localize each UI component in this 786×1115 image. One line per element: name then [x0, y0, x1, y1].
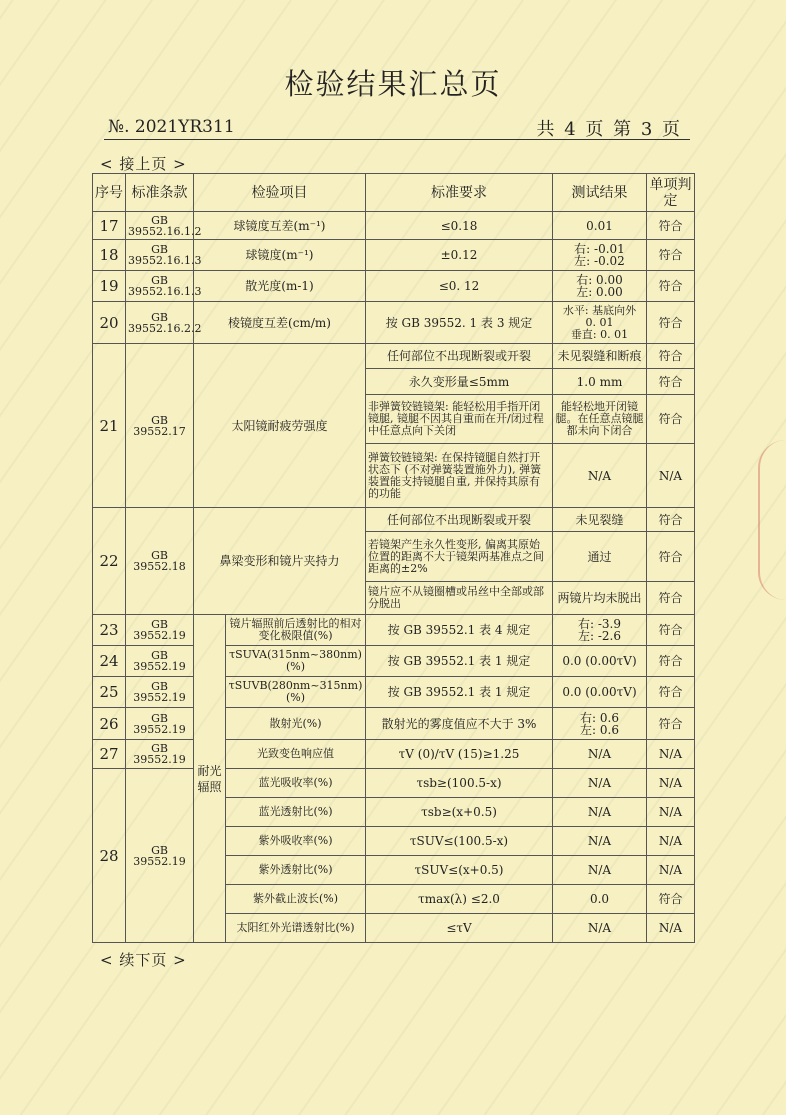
row-verdict: 符合 — [647, 885, 695, 914]
row-no: 23 — [93, 615, 126, 646]
group-label-light-irradiation: 耐光辐照 — [194, 615, 226, 943]
row-result: 两镜片均未脱出 — [553, 582, 647, 615]
row-result — [553, 615, 647, 646]
row-requirement: 按 GB 39552. 1 表 3 规定 — [366, 302, 553, 344]
row-item: 蓝光透射比(%) — [226, 798, 366, 827]
table-row — [93, 615, 695, 646]
row-clause: GB 39552.16.1.3 — [126, 271, 194, 302]
results-table — [92, 173, 695, 943]
row-verdict: 符合 — [647, 708, 695, 740]
row-no: 19 — [93, 271, 126, 302]
row-requirement: 按 GB 39552.1 表 1 规定 — [366, 677, 553, 708]
row-verdict: 符合 — [647, 302, 695, 344]
row-verdict: 符合 — [647, 532, 695, 582]
row-requirement: 弹簧铰链镜架: 在保持镜腿自然打开状态下 (不对弹簧装置施外力), 弹簧装置能支持镜腿自重, 并保持其原有的功能 — [366, 444, 553, 508]
continued-from-marker: < 接上页 > — [100, 155, 187, 173]
row-no: 20 — [93, 302, 126, 344]
row-verdict: 符合 — [647, 646, 695, 677]
table-row — [93, 708, 695, 740]
row-clause: GB 39552.19 — [126, 646, 194, 677]
row-requirement: 任何部位不出现断裂或开裂 — [366, 508, 553, 532]
row-verdict: N/A — [647, 856, 695, 885]
row-item: 紫外吸收率(%) — [226, 827, 366, 856]
page-title: 检验结果汇总页 — [284, 67, 502, 101]
row-verdict: N/A — [647, 827, 695, 856]
row-requirement: ≤0.18 — [366, 212, 553, 240]
row-requirement: τsb≥(x+0.5) — [366, 798, 553, 827]
row-clause: GB 39552.16.1.3 — [126, 240, 194, 271]
row-verdict: 符合 — [647, 582, 695, 615]
col-header-item: 检验项目 — [194, 174, 366, 212]
result-right: 右: -0.01 — [574, 242, 625, 256]
row-result: 0.01 — [553, 212, 647, 240]
table-row — [93, 240, 695, 271]
row-result: N/A — [553, 856, 647, 885]
row-no: 18 — [93, 240, 126, 271]
row-requirement: ±0.12 — [366, 240, 553, 271]
result-left: 左: 0.00 — [576, 285, 623, 299]
row-item: 鼻梁变形和镜片夹持力 — [194, 508, 366, 615]
result-left: 左: -2.6 — [578, 629, 621, 643]
row-no: 28 — [93, 769, 126, 943]
row-verdict: 符合 — [647, 395, 695, 444]
row-requirement: 散射光的雾度值应不大于 3% — [366, 708, 553, 740]
row-item: 棱镜度互差(cm/m) — [194, 302, 366, 344]
row-requirement: ≤0. 12 — [366, 271, 553, 302]
row-result: 通过 — [553, 532, 647, 582]
row-item: 球镜度(m⁻¹) — [194, 240, 366, 271]
row-no: 17 — [93, 212, 126, 240]
row-verdict: 符合 — [647, 212, 695, 240]
row-verdict: 符合 — [647, 677, 695, 708]
row-no: 22 — [93, 508, 126, 615]
row-clause: GB 39552.19 — [126, 769, 194, 943]
result-right: 右: -3.9 — [578, 617, 621, 631]
row-result: 0.0 — [553, 885, 647, 914]
result-left: 左: -0.02 — [574, 254, 625, 268]
row-verdict: N/A — [647, 798, 695, 827]
row-requirement: 任何部位不出现断裂或开裂 — [366, 344, 553, 369]
row-result: 能轻松地开闭镜腿。在任意点镜腿都未向下闭合 — [553, 395, 647, 444]
row-no: 26 — [93, 708, 126, 740]
table-row — [93, 271, 695, 302]
row-result: 未见裂缝和断痕 — [553, 344, 647, 369]
row-verdict: 符合 — [647, 508, 695, 532]
row-clause: GB 39552.19 — [126, 708, 194, 740]
row-item: τSUVB(280nm~315nm)(%) — [226, 677, 366, 708]
table-row — [93, 344, 695, 369]
row-item: 光致变色响应值 — [226, 740, 366, 769]
page-count: 共 4 页 第 3 页 — [536, 119, 682, 140]
row-item: 镜片辐照前后透射比的相对变化极限值(%) — [226, 615, 366, 646]
row-verdict: N/A — [647, 914, 695, 943]
row-requirement: 镜片应不从镜圈槽或吊丝中全部或部分脱出 — [366, 582, 553, 615]
report-number: №. 2021YR311 — [108, 117, 235, 137]
result-left: 左: 0.6 — [580, 722, 619, 737]
result-horizontal: 水平: 基底向外 — [562, 303, 637, 317]
row-clause: GB 39552.18 — [126, 508, 194, 615]
row-item: 太阳红外光谱透射比(%) — [226, 914, 366, 943]
result-horizontal-value: 0. 01 — [585, 315, 614, 329]
row-result: N/A — [553, 740, 647, 769]
row-verdict: 符合 — [647, 240, 695, 271]
table-header-row — [93, 174, 695, 212]
table-row — [93, 646, 695, 677]
header-rule — [104, 139, 690, 140]
row-item: 蓝光吸收率(%) — [226, 769, 366, 798]
row-clause: GB 39552.16.2.2 — [126, 302, 194, 344]
row-result — [553, 708, 647, 740]
row-requirement: 按 GB 39552.1 表 1 规定 — [366, 646, 553, 677]
row-requirement: 非弹簧铰链镜架: 能轻松用手指开闭镜腿, 镜腿不因其自重而在开/闭过程中任意点向下关闭 — [366, 395, 553, 444]
row-requirement: τSUV≤(100.5-x) — [366, 827, 553, 856]
row-verdict: N/A — [647, 444, 695, 508]
result-right: 右: 0.6 — [580, 710, 619, 725]
row-no: 24 — [93, 646, 126, 677]
row-result: 0.0 (0.00τV) — [553, 677, 647, 708]
row-no: 27 — [93, 740, 126, 769]
row-verdict: N/A — [647, 769, 695, 798]
result-vertical: 垂直: 0. 01 — [570, 327, 629, 341]
row-result: N/A — [553, 914, 647, 943]
row-result: 0.0 (0.00τV) — [553, 646, 647, 677]
row-requirement: ≤τV — [366, 914, 553, 943]
row-verdict: 符合 — [647, 344, 695, 369]
row-item: 紫外透射比(%) — [226, 856, 366, 885]
row-verdict: N/A — [647, 740, 695, 769]
row-no: 25 — [93, 677, 126, 708]
table-row — [93, 740, 695, 769]
row-result: 未见裂缝 — [553, 508, 647, 532]
row-item: τSUVA(315nm~380nm)(%) — [226, 646, 366, 677]
row-requirement: τmax(λ) ≤2.0 — [366, 885, 553, 914]
table-row — [93, 212, 695, 240]
seal-edge-mark — [758, 440, 786, 600]
row-clause: GB 39552.19 — [126, 740, 194, 769]
row-requirement: τsb≥(100.5-x) — [366, 769, 553, 798]
row-clause: GB 39552.19 — [126, 677, 194, 708]
row-clause: GB 39552.16.1.2 — [126, 212, 194, 240]
row-item: 散光度(m-1) — [194, 271, 366, 302]
row-requirement: 按 GB 39552.1 表 4 规定 — [366, 615, 553, 646]
col-header-result: 测试结果 — [553, 174, 647, 212]
row-clause: GB 39552.19 — [126, 615, 194, 646]
row-result: 1.0 mm — [553, 369, 647, 395]
row-requirement: 若镜架产生永久性变形, 偏离其原始位置的距离不大于镜架两基准点之间距离的±2% — [366, 532, 553, 582]
row-item: 球镜度互差(m⁻¹) — [194, 212, 366, 240]
row-requirement: τSUV≤(x+0.5) — [366, 856, 553, 885]
row-verdict: 符合 — [647, 369, 695, 395]
row-result: N/A — [553, 444, 647, 508]
col-header-requirement: 标准要求 — [366, 174, 553, 212]
row-result — [553, 302, 647, 344]
row-item: 散射光(%) — [226, 708, 366, 740]
row-item: 紫外截止波长(%) — [226, 885, 366, 914]
row-requirement: τV (0)/τV (15)≥1.25 — [366, 740, 553, 769]
table-row — [93, 302, 695, 344]
table-row — [93, 508, 695, 532]
row-requirement: 永久变形量≤5mm — [366, 369, 553, 395]
row-verdict: 符合 — [647, 271, 695, 302]
row-result — [553, 240, 647, 271]
row-result: N/A — [553, 827, 647, 856]
row-result: N/A — [553, 798, 647, 827]
table-row — [93, 677, 695, 708]
row-result: N/A — [553, 769, 647, 798]
col-header-clause: 标准条款 — [126, 174, 194, 212]
continued-next-marker: < 续下页 > — [100, 951, 187, 969]
col-header-no: 序号 — [93, 174, 126, 212]
row-result — [553, 271, 647, 302]
row-clause: GB 39552.17 — [126, 344, 194, 508]
table-row — [93, 769, 695, 798]
row-no: 21 — [93, 344, 126, 508]
row-verdict: 符合 — [647, 615, 695, 646]
row-item: 太阳镜耐疲劳强度 — [194, 344, 366, 508]
col-header-verdict: 单项判定 — [647, 174, 695, 212]
result-right: 右: 0.00 — [576, 273, 623, 287]
